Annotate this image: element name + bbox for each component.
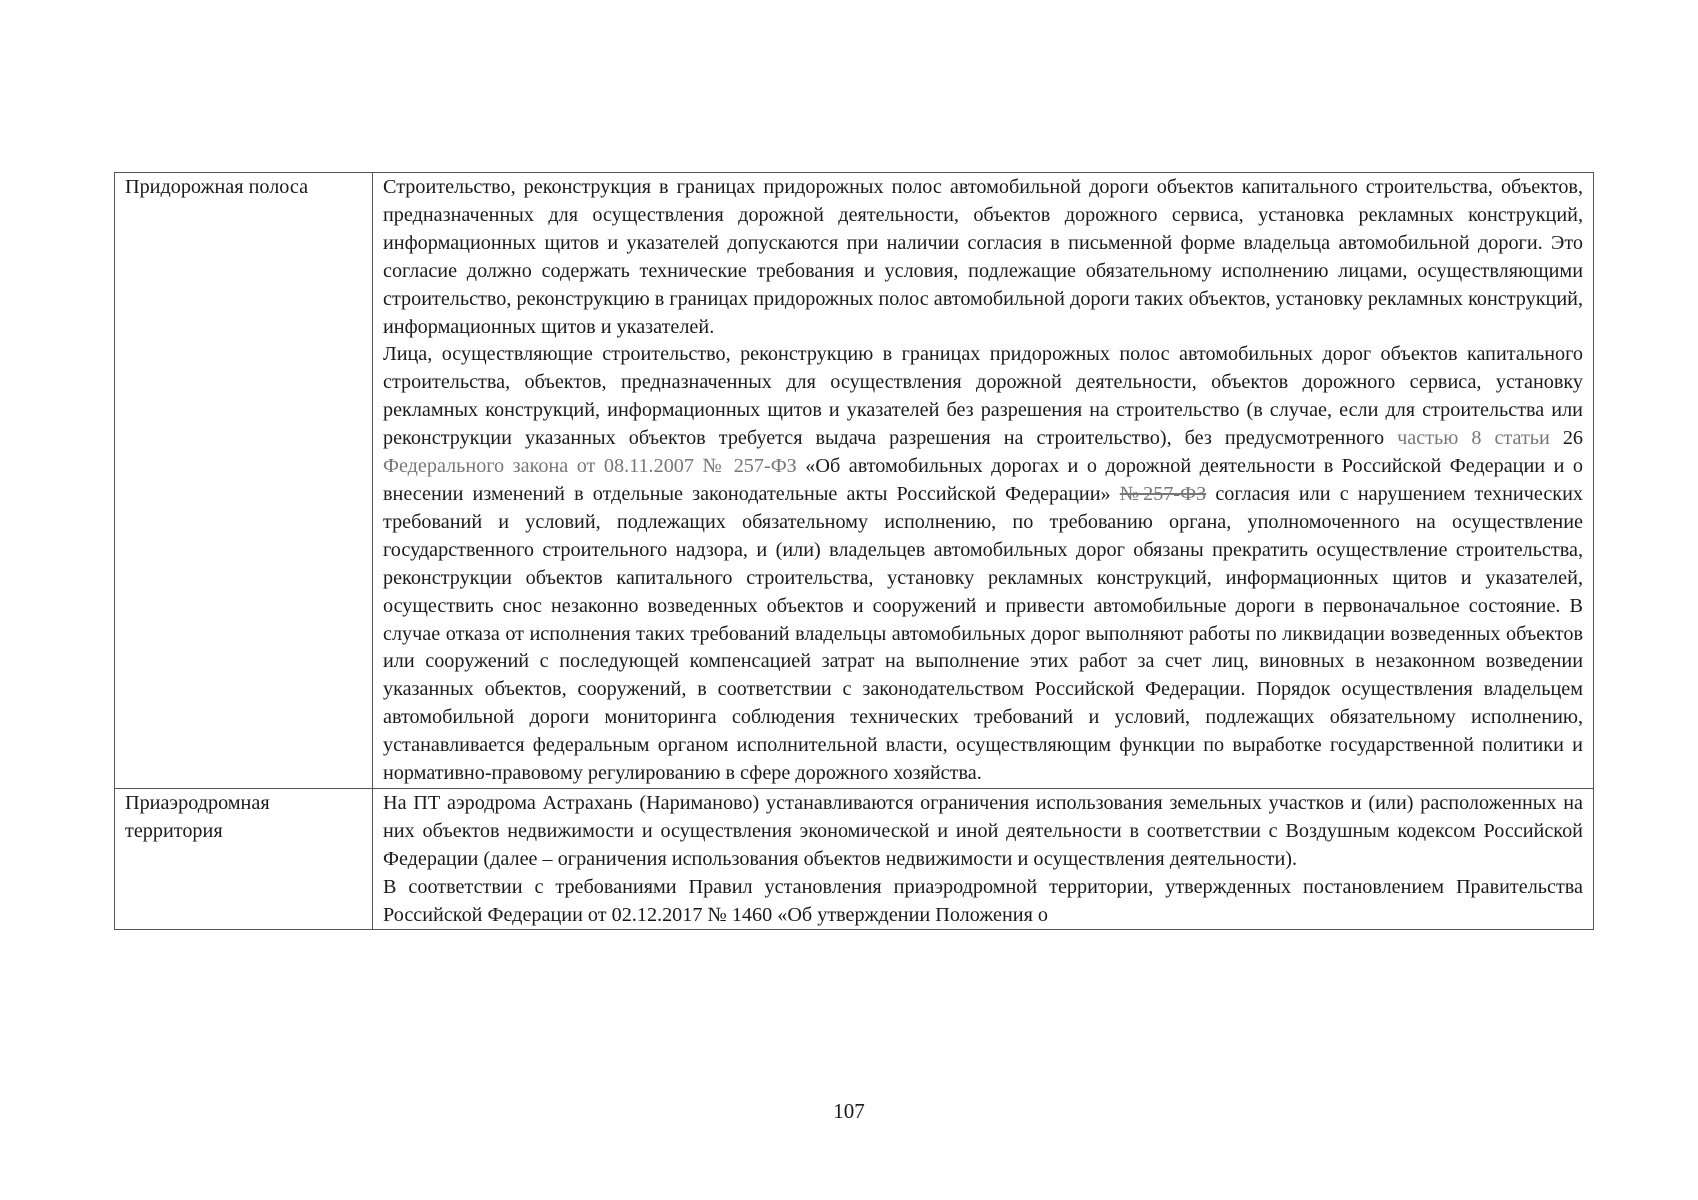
table-row [115, 173, 1594, 789]
row-content-roadside-strip [373, 173, 1594, 789]
paragraph-text: Лица, осуществляющие строительство, реконструкцию в границах придорожных полос автомобильных дорог объектов капитального строительства, объектов, предназначенных для осуществления дорожной деятельности, объектов дорожного сервиса, установку рекламных конструкций, информационных щитов и указателей без разрешения на строительство (в случае, если для строительства или реконструкции указанных объектов требуется выдача разрешения на строительство), без предусмотренного [383, 343, 1583, 450]
paragraph: В соответствии с требованиями Правил установления приаэродромной территории, утвержденных постановлением Правительства Российской Федерации от 02.12.2017 № 1460 «Об утверждении Положения о [383, 875, 1583, 926]
table-row [115, 788, 1594, 930]
row-content-aerodrome-territory [373, 788, 1594, 930]
struck-through-text: №257-ФЗ [1119, 482, 1207, 505]
row-label-aerodrome-territory: Приаэродромная территория [115, 788, 373, 930]
paragraph-text: согласия или с нарушением технических требований и условий, подлежащих обязательному исполнению, по требованию органа, уполномоченного на осуществление государственного строительного надзора, и (или) владельцев автомобильных дорог обязаны прекратить осуществление строительства, реконструкции объектов капитального строительства, установку рекламных конструкций, информационных щитов и указателей, осуществить снос незаконно возведенных объектов и сооружений и привести автомобильные дороги в первоначальное состояние. В случае отказа от исполнения таких требований владельцы автомобильных дорог выполняют работы по ликвидации возведенных объектов или сооружений с последующей компенсацией затрат на выполнение этих работ за счет лиц, виновных в незаконном возведении указанных объектов, сооружений, в соответствии с законодательством Российской Федерации. Порядок осуществления владельцем автомобильной дороги мониторинга соблюдения технических требований и условий, подлежащих обязательному исполнению, устанавливается федеральным органом исполнительной власти, осуществляющим функции по выработке государственной политики и нормативно-правовому регулированию в сфере дорожного хозяйства. [383, 482, 1584, 785]
document-table [114, 172, 1594, 930]
law-reference-link[interactable]: частью 8 статьи [1397, 427, 1550, 450]
paragraph-text: «Об автомобильных дорогах и о дорожной деятельности в Российской Федерации и о внесении изменений в отдельные законодательные акты Российской Федерации» [383, 455, 1583, 505]
law-reference-link[interactable]: Федерального закона от 08.11.2007 № 257-ФЗ [383, 455, 797, 478]
paragraph [383, 341, 1583, 788]
row-label-roadside-strip: Придорожная полоса [115, 173, 373, 789]
paragraph-text: 26 [1549, 427, 1584, 450]
page-number: 107 [833, 1099, 865, 1123]
paragraph: Строительство, реконструкция в границах придорожных полос автомобильной дороги объектов капитального строительства, объектов, предназначенных для осуществления дорожной деятельности, объектов дорожного сервиса, установка рекламных конструкций, информационных щитов и указателей допускаются при наличии согласия в письменной форме владельца автомобильной дороги. Это согласие должно содержать технические требования и условия, подлежащие обязательному исполнению лицами, осуществляющими строительство, реконструкцию в границах придорожных полос автомобильной дороги таких объектов, установку рекламных конструкций, информационных щитов и указателей. [383, 176, 1583, 338]
paragraph: На ПТ аэродрома Астрахань (Нариманово) устанавливаются ограничения использования земельных участков и (или) расположенных на них объектов недвижимости и осуществления экономической и иной деятельности в соответствии с Воздушным кодексом Российской Федерации (далее – ограничения использования объектов недвижимости и осуществления деятельности). [383, 791, 1583, 870]
